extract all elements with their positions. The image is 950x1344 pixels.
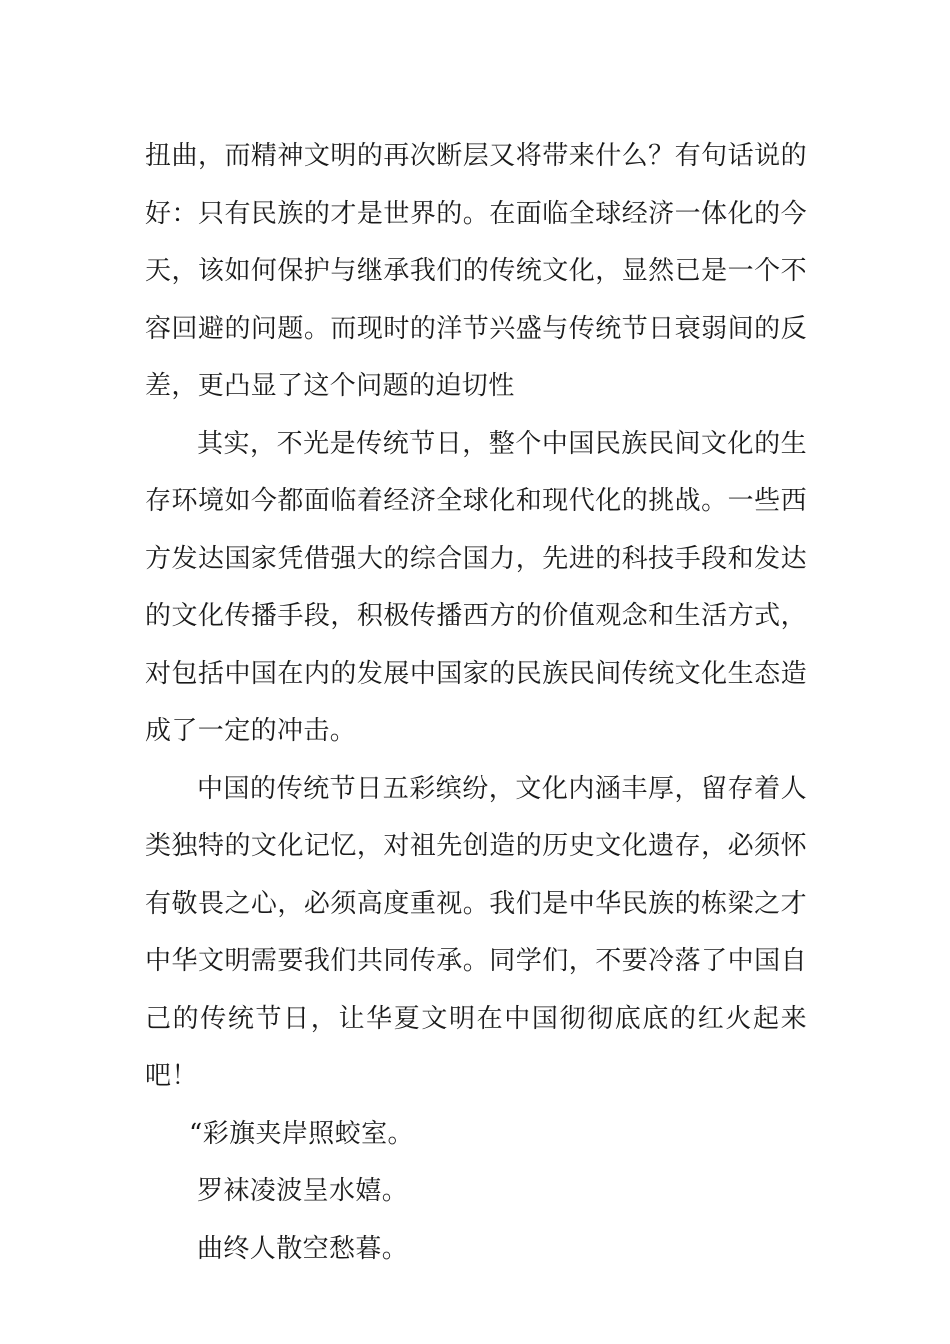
paragraph-traditional-festivals: 中国的传统节日五彩缤纷，文化内涵丰厚，留存着人类独特的文化记忆，对祖先创造的历史文化遗存，必须怀有敬畏之心，必须高度重视。我们是中华民族的栋梁之才中华文明需要我们共同传承。同学们，不要冷落了中国自己的传统节日，让华夏文明在中国彻彻底底的红火起来吧！ bbox=[145, 773, 807, 1091]
poem-line-1: “彩旗夹岸照蛟室。 bbox=[189, 1118, 414, 1149]
poem-line-3: 曲终人散空愁暮。 bbox=[197, 1233, 409, 1264]
paragraph-globalization: 其实，不光是传统节日，整个中国民族民间文化的生存环境如今都面临着经济全球化和现代化的挑战。一些西方发达国家凭借强大的综合国力，先进的科技手段和发达的文化传播手段，积极传播西方的价值观念和生活方式，对包括中国在内的发展中国家的民族民间传统文化生态造成了一定的冲击。 bbox=[145, 428, 807, 746]
paragraph-continuation: 扭曲，而精神文明的再次断层又将带来什么？有句话说的好：只有民族的才是世界的。在面临全球经济一体化的今天，该如何保护与继承我们的传统文化，显然已是一个不容回避的问题。而现时的洋节兴盛与传统节日衰弱间的反差，更凸显了这个问题的迫切性 bbox=[145, 141, 807, 401]
document-body bbox=[145, 128, 807, 1278]
poem-line-2: 罗袜凌波呈水嬉。 bbox=[197, 1176, 409, 1206]
